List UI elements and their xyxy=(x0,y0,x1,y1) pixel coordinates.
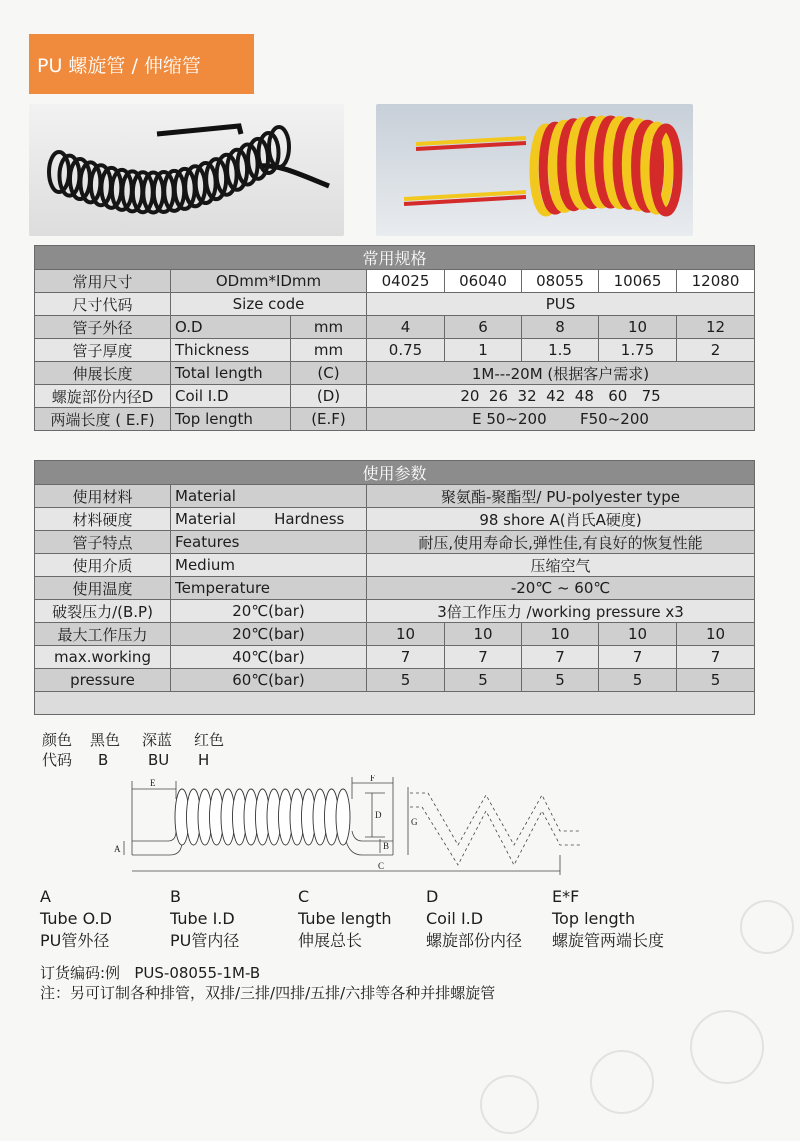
size-cell: 08055 xyxy=(522,270,599,293)
row-unit: (E.F) xyxy=(291,408,367,431)
value-cell: 5 xyxy=(599,669,677,692)
span-value: E 50~200 F50~200 xyxy=(367,408,755,431)
row-label-en: 20℃(bar) xyxy=(171,623,367,646)
row-label-en: Material Hardness xyxy=(171,508,367,531)
code-label: 代码 xyxy=(42,751,73,769)
legend-item xyxy=(298,886,392,952)
legend-en: Tube length xyxy=(298,909,392,928)
value-cell: 7 xyxy=(522,646,599,669)
value-cell: 7 xyxy=(677,646,755,669)
span-value: PUS xyxy=(367,293,755,316)
legend-en: Tube I.D xyxy=(170,909,235,928)
black-coil-tube-photo xyxy=(29,104,344,236)
row-label-en: Top length xyxy=(171,408,291,431)
legend-cn: 螺旋部份内径 xyxy=(426,931,523,950)
order-info xyxy=(40,963,495,1003)
watermark-circle xyxy=(480,1075,539,1134)
row-label-cn: 螺旋部份内径D xyxy=(35,385,171,408)
size-cell: 12080 xyxy=(677,270,755,293)
row-label-en: Thickness xyxy=(171,339,291,362)
legend-item xyxy=(426,886,522,952)
row-unit: (D) xyxy=(291,385,367,408)
row-label-cn: 使用材料 xyxy=(35,485,171,508)
value-cell: 10 xyxy=(677,623,755,646)
color-code: BU xyxy=(148,751,170,769)
coil-dimension-diagram xyxy=(110,775,600,883)
row-label-en: Size code xyxy=(171,293,367,316)
table-bottom-band xyxy=(35,692,755,715)
dim-label-g: G xyxy=(411,817,418,827)
row-label-en: Features xyxy=(171,531,367,554)
row-label-en: Coil I.D xyxy=(171,385,291,408)
value-cell: 7 xyxy=(445,646,522,669)
color-code: H xyxy=(198,751,210,769)
watermark-circle xyxy=(740,900,794,954)
dimension-legend xyxy=(40,886,740,956)
order-example: PUS-08055-1M-B xyxy=(134,964,261,982)
section-title xyxy=(29,34,254,94)
span-value: 聚氨酯-聚酯型/ PU-polyester type xyxy=(367,485,755,508)
row-label-cn: 使用介质 xyxy=(35,554,171,577)
row-unit: (C) xyxy=(291,362,367,385)
value-cell: 10 xyxy=(599,316,677,339)
row-label-cn: 两端长度 ( E.F) xyxy=(35,408,171,431)
dim-label-b: B xyxy=(383,841,390,851)
value-cell: 5 xyxy=(522,669,599,692)
span-value: 1M---20M (根据客户需求) xyxy=(367,362,755,385)
color-code: B xyxy=(98,751,109,769)
span-value: 3倍工作压力 /working pressure x3 xyxy=(367,600,755,623)
row-label-en: 20℃(bar) xyxy=(171,600,367,623)
watermark-circle xyxy=(690,1010,764,1084)
span-value: 耐压,使用寿命长,弹性佳,有良好的恢复性能 xyxy=(367,531,755,554)
legend-cn: 伸展总长 xyxy=(298,931,363,950)
row-label-en: 60℃(bar) xyxy=(171,669,367,692)
size-cell: 06040 xyxy=(445,270,522,293)
value-cell: 5 xyxy=(445,669,522,692)
value-cell: 10 xyxy=(599,623,677,646)
span-value: -20℃ ~ 60℃ xyxy=(367,577,755,600)
value-cell: 0.75 xyxy=(367,339,445,362)
dim-label-c: C xyxy=(378,861,385,871)
span-value: 98 shore A(肖氏A硬度) xyxy=(367,508,755,531)
order-label: 订货编码:例 xyxy=(40,964,121,982)
value-cell: 7 xyxy=(367,646,445,669)
row-unit: mm xyxy=(291,316,367,339)
row-label-en: Temperature xyxy=(171,577,367,600)
table-title: 常用规格 xyxy=(35,246,755,270)
legend-item xyxy=(552,886,664,952)
legend-item xyxy=(170,886,239,952)
row-label-en: ODmm*IDmm xyxy=(171,270,367,293)
legend-letter: D xyxy=(426,887,439,906)
row-label-cn: 尺寸代码 xyxy=(35,293,171,316)
size-cell: 04025 xyxy=(367,270,445,293)
value-cell: 10 xyxy=(367,623,445,646)
value-cell: 5 xyxy=(677,669,755,692)
legend-en: Coil I.D xyxy=(426,909,484,928)
legend-cn: PU管外径 xyxy=(40,931,110,950)
value-cell: 1 xyxy=(445,339,522,362)
section-title-text: PU 螺旋管 / 伸缩管 xyxy=(37,54,201,77)
color-label: 颜色 xyxy=(42,731,73,749)
dim-label-f: F xyxy=(370,775,376,783)
row-label-en: O.D xyxy=(171,316,291,339)
row-label-cn: pressure xyxy=(35,669,171,692)
row-label-cn: 管子外径 xyxy=(35,316,171,339)
value-cell: 10 xyxy=(445,623,522,646)
legend-en: Tube O.D xyxy=(40,909,112,928)
common-spec-table xyxy=(34,245,755,431)
row-label-cn: 破裂压力/(B.P) xyxy=(35,600,171,623)
value-cell: 7 xyxy=(599,646,677,669)
row-label-cn: 常用尺寸 xyxy=(35,270,171,293)
table-title: 使用参数 xyxy=(35,461,755,485)
row-label-cn: max.working xyxy=(35,646,171,669)
row-unit: mm xyxy=(291,339,367,362)
row-label-cn: 最大工作压力 xyxy=(35,623,171,646)
legend-letter: E*F xyxy=(552,887,580,906)
legend-letter: C xyxy=(298,887,310,906)
row-label-cn: 管子厚度 xyxy=(35,339,171,362)
color-codes xyxy=(42,730,248,770)
coil-loop xyxy=(336,789,350,845)
span-value: 20 26 32 42 48 60 75 xyxy=(367,385,755,408)
dim-label-d: D xyxy=(375,810,382,820)
value-cell: 1.75 xyxy=(599,339,677,362)
legend-cn: PU管内径 xyxy=(170,931,240,950)
order-note: 注：另可订制各种排管，双排/三排/四排/五排/六排等各种并排螺旋管 xyxy=(40,984,496,1002)
value-cell: 1.5 xyxy=(522,339,599,362)
row-label-en: 40℃(bar) xyxy=(171,646,367,669)
size-cell: 10065 xyxy=(599,270,677,293)
value-cell: 8 xyxy=(522,316,599,339)
legend-letter: A xyxy=(40,887,51,906)
row-label-en: Medium xyxy=(171,554,367,577)
value-cell: 4 xyxy=(367,316,445,339)
dim-label-a: A xyxy=(114,844,121,854)
dim-label-e: E xyxy=(150,778,156,788)
row-label-cn: 管子特点 xyxy=(35,531,171,554)
row-label-cn: 使用温度 xyxy=(35,577,171,600)
legend-letter: B xyxy=(170,887,181,906)
color-name: 红色 xyxy=(194,731,225,749)
value-cell: 6 xyxy=(445,316,522,339)
legend-item xyxy=(40,886,112,952)
legend-cn: 螺旋管两端长度 xyxy=(552,931,665,950)
value-cell: 5 xyxy=(367,669,445,692)
red-yellow-coil-tube-photo xyxy=(376,104,693,236)
legend-en: Top length xyxy=(552,909,636,928)
row-label-cn: 材料硬度 xyxy=(35,508,171,531)
value-cell: 12 xyxy=(677,316,755,339)
row-label-cn: 伸展长度 xyxy=(35,362,171,385)
value-cell: 2 xyxy=(677,339,755,362)
value-cell: 10 xyxy=(522,623,599,646)
row-label-en: Total length xyxy=(171,362,291,385)
usage-params-table xyxy=(34,460,755,715)
color-name: 深蓝 xyxy=(142,731,173,749)
color-name: 黑色 xyxy=(90,731,121,749)
watermark-circle xyxy=(590,1050,654,1114)
span-value: 压缩空气 xyxy=(367,554,755,577)
row-label-en: Material xyxy=(171,485,367,508)
